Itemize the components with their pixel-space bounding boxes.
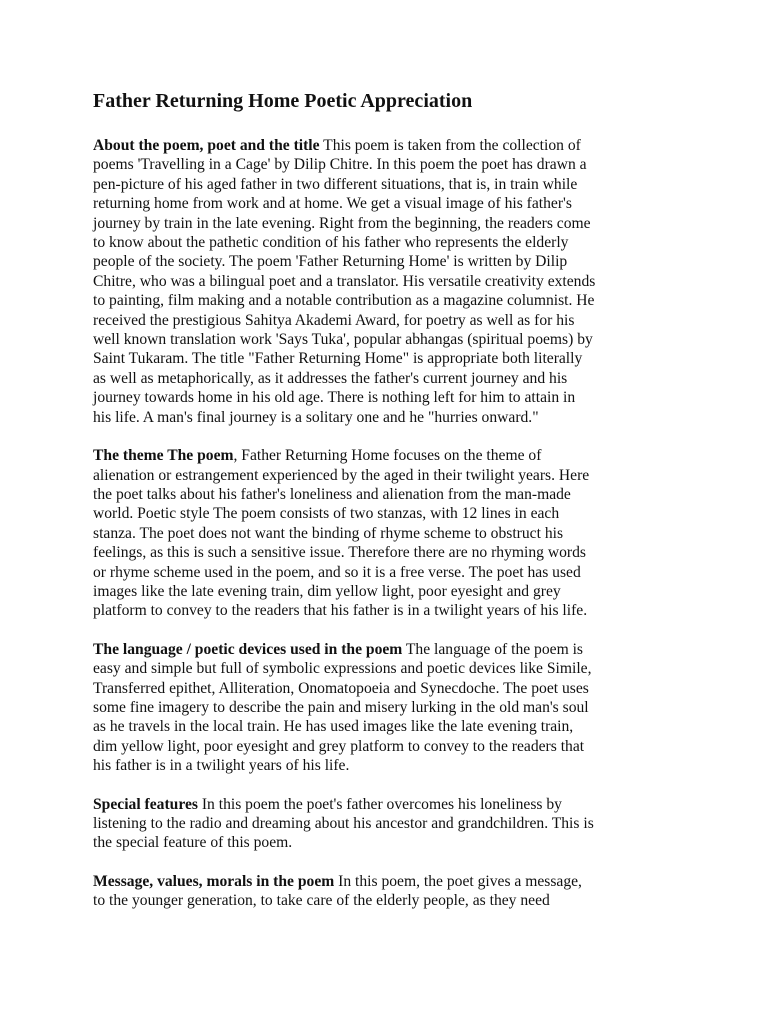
paragraph-line: poems 'Travelling in a Cage' by Dilip Chitre. In this poem the poet has drawn a [93,156,587,174]
paragraph-line: journey towards home in his old age. There is nothing left for him to attain in [93,389,576,407]
paragraph-line: alienation or estrangement experienced by the aged in their twilight years. Here [93,466,590,484]
paragraph [93,640,653,776]
paragraph-line: listening to the radio and dreaming about his ancestor and grandchildren. This is [93,815,594,832]
paragraph-line: the special feature of this poem. [93,834,293,852]
paragraph-line: Transferred epithet, Alliteration, Onomatopoeia and Synecdoche. The poet uses [93,679,589,697]
paragraph-line: dim yellow light, poor eyesight and grey platform to convey to the readers that [93,737,585,755]
section-heading: Message, values, morals in the poem [93,872,335,890]
paragraph-line: his life. A man's final journey is a solitary one and he "hurries onward." [93,408,539,426]
paragraph-line: well known translation work 'Says Tuka', popular abhangas (spiritual poems) by [93,331,593,349]
paragraph-line: easy and simple but full of symbolic expressions and poetic devices like Simile, [93,660,592,678]
paragraph [93,872,653,911]
section-text: In this poem the poet's father overcomes his loneliness by [197,795,562,813]
paragraph-line: as he travels in the local train. He has used images like the late evening train, [93,718,574,736]
section-heading: About the poem, poet and the title [93,137,320,154]
paragraph-line: world. Poetic style The poem consists of two stanzas, with 12 lines in each [93,505,560,523]
section-text: This poem is taken from the collection of [319,137,581,154]
section-text: In this poem, the poet gives a message, [334,872,582,890]
page-title: Father Returning Home Poetic Appreciation [93,90,473,112]
section-heading: Special features [93,795,198,813]
paragraph-line: people of the society. The poem 'Father Returning Home' is written by Dilip [93,253,568,271]
paragraph-line: Saint Tukaram. The title "Father Returning Home" is appropriate both literally [93,350,583,368]
paragraph-line: pen-picture of his aged father in two different situations, that is, in train while [93,175,578,193]
section-heading: The language / poetic devices used in the poem [93,640,403,658]
paragraph-line: or rhyme scheme used in the poem, and so it is a free verse. The poet has used [93,563,581,581]
paragraph [93,136,653,427]
paragraph-line [93,446,653,465]
document-body [93,136,653,911]
document-page [93,88,653,930]
paragraph-line: the poet talks about his father's loneliness and alienation from the man-made [93,485,571,503]
paragraph-line: platform to convey to the readers that his father is in a twilight years of his life. [93,602,588,620]
paragraph-line: stanza. The poet does not want the binding of rhyme scheme to obstruct his [93,524,564,542]
paragraph-line: to know about the pathetic condition of his father who represents the elderly [93,234,569,252]
section-heading: The theme The poem [93,447,234,465]
paragraph-line [93,872,653,891]
paragraph-line: as well as metaphorically, as it addresses the father's current journey and his [93,369,568,387]
section-text: , Father Returning Home focuses on the theme of [233,447,542,465]
paragraph-line: some fine imagery to describe the pain and misery lurking in the old man's soul [93,698,589,716]
section-text: The language of the poem is [402,640,584,658]
paragraph-line: received the prestigious Sahitya Akademi Award, for poetry as well as for his [93,311,575,329]
paragraph [93,446,653,621]
paragraph-line: to painting, film making and a notable contribution as a magazine columnist. He [93,292,595,310]
paragraph-line [93,136,653,155]
paragraph-line: journey by train in the late evening. Right from the beginning, the readers come [93,214,591,232]
paragraph-line: to the younger generation, to take care of the elderly people, as they need [93,892,550,910]
paragraph-line: returning home from work and at home. We get a visual image of his father's [93,195,572,213]
paragraph-line: his father is in a twilight years of his life. [93,757,350,775]
paragraph [93,795,653,853]
paragraph-line [93,795,653,814]
paragraph-line [93,640,653,659]
paragraph-line: images like the late evening train, dim yellow light, poor eyesight and grey [93,582,561,600]
paragraph-line: feelings, as this is such a sensitive issue. Therefore there are no rhyming words [93,544,586,562]
paragraph-line: Chitre, who was a bilingual poet and a translator. His versatile creativity extends [93,272,596,290]
